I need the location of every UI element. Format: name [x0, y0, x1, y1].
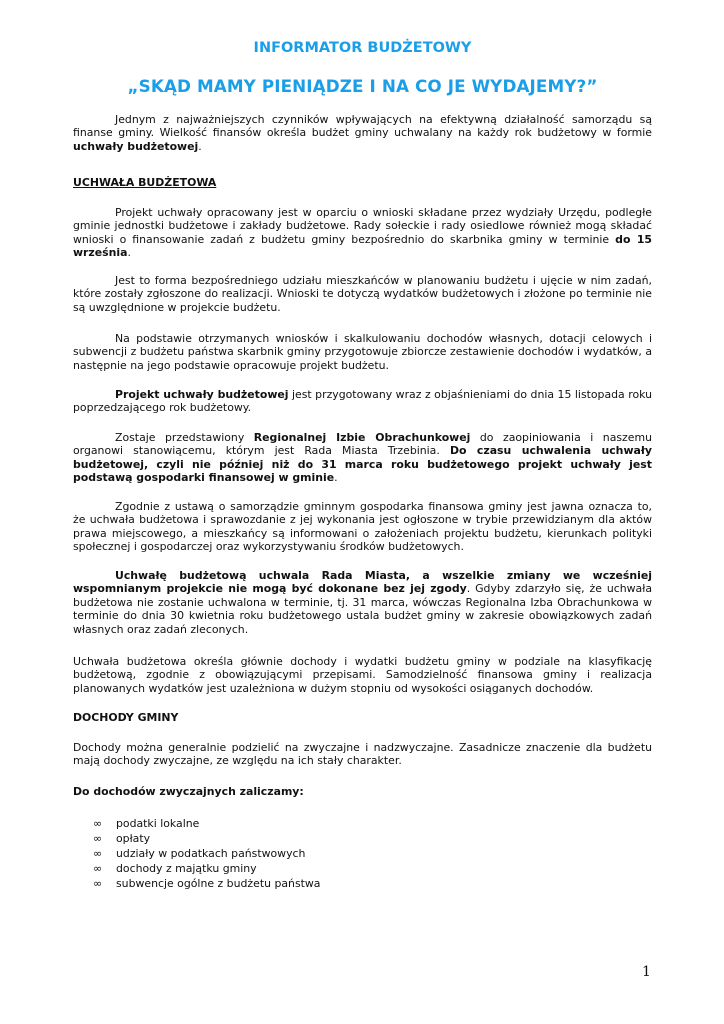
infinity-bullet-icon: ∞: [93, 817, 103, 830]
intro-bold: uchwały budżetowej: [73, 139, 199, 153]
list-item-text: dochody z majątku gminy: [116, 862, 257, 875]
intro-text: Jednym z najważniejszych czynników wpływających na efektywną działalność samorządu są finanse gminy. Wielkość finansów określa budżet gminy uchwalany na każdy rok budżetowy w formie: [73, 113, 652, 140]
infinity-bullet-icon: ∞: [93, 832, 103, 845]
uchwala-paragraph-3: Na podstawie otrzymanych wniosków i skalkulowaniu dochodów własnych, dotacji celowych i subwencji z budżetu państwa skarbnik gminy przygotowuje zbiorcze zestawienie dochodów i wydatków, a następnie na jego podstawie opracowuje projekt budżetu.: [73, 332, 652, 372]
uchwala-p1-text: Projekt uchwały opracowany jest w oparciu o wnioski składane przez wydziały Urzędu, podległe gminie jednostki budżetowe i zakłady budżetowe. Rady sołeckie i rady osiedlowe również mogą składać wnioski o finansowanie zadań z budżetu gminy bezpośrednio do skarbnika gminy w terminie: [73, 206, 652, 246]
list-item: [73, 876, 320, 891]
list-item: [73, 831, 320, 846]
intro-paragraph: [73, 113, 652, 153]
uchwala-paragraph-4: [73, 388, 652, 415]
list-item: [73, 861, 320, 876]
document-subtitle: „SKĄD MAMY PIENIĄDZE I NA CO JE WYDAJEMY?”: [127, 76, 598, 96]
section-heading-dochody: DOCHODY GMINY: [73, 711, 179, 724]
list-item-text: opłaty: [116, 832, 151, 845]
list-item: [73, 846, 320, 861]
uchwala-p5-bold-2: Do czasu uchwalenia uchwały budżetowej, czyli nie później niż do 31 marca roku budżetowego projekt uchwały jest podstawą gospodarki finansowej w gminie: [73, 444, 652, 485]
dochody-list: [73, 816, 320, 891]
uchwala-paragraph-1: [73, 206, 652, 260]
infinity-bullet-icon: ∞: [93, 877, 103, 890]
uchwala-p5-bold-1: Regionalnej Izbie Obrachunkowej: [253, 431, 471, 444]
uchwala-p4-bold: Projekt uchwały budżetowej: [115, 388, 289, 401]
uchwala-paragraph-8: Uchwała budżetowa określa głównie dochody i wydatki budżetu gminy w podziale na klasyfikację budżetową, zgodnie z obowiązującymi przepisami. Samodzielność finansowa gminy i realizacja planowanych wydatków jest uzależniona w dużym stopniu od wysokości osiąganych dochodów.: [73, 655, 652, 695]
list-item-text: podatki lokalne: [116, 817, 200, 830]
intro-end: .: [198, 139, 202, 153]
uchwala-p1-bold: do 15 września: [73, 232, 652, 260]
uchwala-p7-bold: Uchwałę budżetową uchwala Rada Miasta, a wszelkie zmiany we wcześniej wspomnianym projekcie nie mogą być dokonane bez jej zgody: [73, 569, 652, 596]
list-item-text: subwencje ogólne z budżetu państwa: [116, 877, 321, 890]
dochody-paragraph-1: Dochody można generalnie podzielić na zwyczajne i nadzwyczajne. Zasadnicze znaczenie dla budżetu mają dochody zwyczajne, ze względu na ich stały charakter.: [73, 741, 652, 768]
uchwala-paragraph-2: Jest to forma bezpośredniego udziału mieszkańców w planowaniu budżetu i ujęcie w nim zadań, które zostały zgłoszone do realizacji. Wnioski te dotyczą wydatków budżetowych i złożone po terminie nie są uwzględnione w projekcie budżetu.: [73, 274, 652, 314]
uchwala-p7-text: . Gdyby zdarzyło się, że uchwała budżetowa nie zostanie uchwalona w terminie, tj. 31 marca, wówczas Regionalna Izba Obrachunkowa w terminie do dnia 30 kwietnia roku budżetowego ustala budżet gminy w zakresie obowiązkowych zadań własnych oraz zadań zleconych.: [73, 582, 652, 636]
infinity-bullet-icon: ∞: [93, 847, 103, 860]
uchwala-paragraph-5: [73, 431, 652, 485]
uchwala-paragraph-6: Zgodnie z ustawą o samorządzie gminnym gospodarka finansowa gminy jest jawna oznacza to, że uchwała budżetowa i sprawozdanie z jej wykonania jest ogłoszone w trybie przewidzianym dla aktów prawa miejscowego, a mieszkańcy są informowani o założeniach projektu budżetu, kierunkach polityki społecznej i gospodarczej oraz wykorzystywaniu środków budżetowych.: [73, 500, 652, 554]
section-heading-uchwala: UCHWAŁA BUDŻETOWA: [73, 176, 217, 189]
infinity-bullet-icon: ∞: [93, 862, 103, 875]
document-title: INFORMATOR BUDŻETOWY: [253, 40, 472, 56]
uchwala-p4-text: jest przygotowany wraz z objaśnieniami do dnia 15 listopada roku poprzedzającego rok budżetowy.: [73, 388, 653, 415]
list-item-text: udziały w podatkach państwowych: [116, 847, 306, 860]
uchwala-p5-b: do zaopiniowania i naszemu organowi stanowiącemu, którym jest Rada Miasta Trzebinia.: [73, 431, 652, 458]
uchwala-p5-end: .: [334, 471, 338, 485]
uchwala-p5-a: Zostaje przedstawiony: [115, 431, 254, 444]
uchwala-paragraph-7: [73, 569, 652, 636]
page-number: 1: [642, 964, 651, 980]
uchwala-p1-end: .: [127, 246, 131, 260]
dochody-list-heading: Do dochodów zwyczajnych zaliczamy:: [73, 785, 304, 798]
list-item: [73, 816, 320, 831]
